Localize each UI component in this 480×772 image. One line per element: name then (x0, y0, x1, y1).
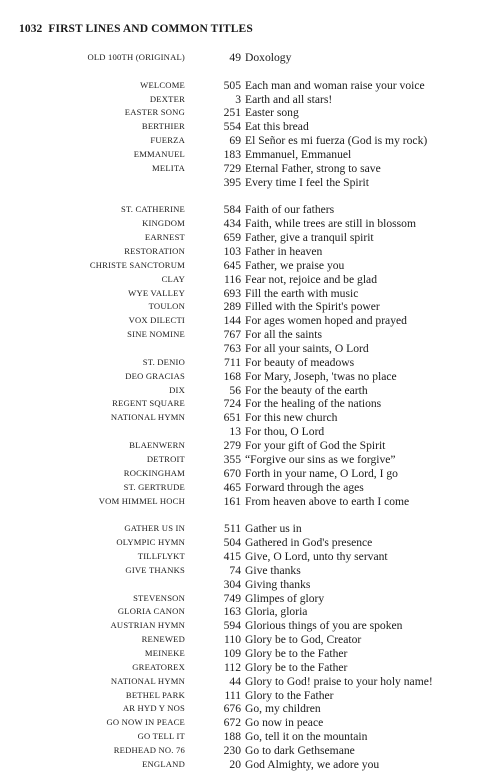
hymn-number: 183 (223, 148, 241, 162)
index-entry (0, 481, 480, 495)
hymn-number: 163 (223, 605, 241, 619)
hymn-number: 49 (229, 51, 241, 64)
hymn-number: 395 (223, 175, 241, 189)
hymn-number: 594 (223, 619, 241, 633)
hymn-number: 465 (223, 480, 241, 494)
tune-name: RENEWED (141, 634, 185, 645)
hymn-number: 693 (223, 286, 241, 300)
tune-name: GLORIA CANON (117, 606, 185, 617)
first-line: Doxology (245, 51, 292, 64)
first-line: God Almighty, we adore you (245, 757, 380, 771)
first-line: Eat this bread (245, 120, 309, 134)
tune-name: CLAY (161, 273, 185, 284)
hymn-number: 763 (223, 342, 241, 356)
hymn-number: 188 (223, 730, 241, 744)
first-line: Earth and all stars! (245, 92, 333, 106)
first-line: For your gift of God the Spirit (245, 439, 386, 453)
index-entry (0, 106, 480, 120)
index-entry (0, 231, 480, 245)
hymn-number: 44 (229, 674, 241, 688)
hymn-number: 670 (223, 466, 241, 480)
first-line: Faith of our fathers (245, 203, 335, 217)
index-entry (0, 370, 480, 384)
index-entry (0, 716, 480, 730)
first-line: Forth in your name, O Lord, I go (245, 466, 398, 480)
hymn-number: 103 (223, 245, 241, 259)
tune-name: ST. CATHERINE (120, 204, 185, 215)
tune-name: TILLFLYKT (137, 550, 185, 561)
index-entry (0, 467, 480, 481)
tune-name: GIVE THANKS (125, 564, 185, 575)
index-entry (0, 51, 480, 65)
first-line: For the beauty of the earth (245, 383, 368, 397)
index-entry (0, 633, 480, 647)
index-entry (0, 93, 480, 107)
tune-name: GATHER US IN (124, 523, 185, 534)
hymn-number: 651 (223, 411, 241, 425)
index-entry (0, 730, 480, 744)
first-line: For thou, O Lord (245, 425, 325, 439)
hymn-number: 724 (223, 397, 241, 411)
hymn-number: 672 (223, 716, 241, 730)
index-entry (0, 675, 480, 689)
first-line: From heaven above to earth I come (245, 494, 410, 508)
hymn-number: 415 (223, 549, 241, 563)
index-entry (0, 439, 480, 453)
hymn-number: 729 (223, 161, 241, 175)
hymn-number: 355 (223, 452, 241, 466)
page-number: 1032 (19, 23, 43, 35)
tune-name: WELCOME (140, 79, 185, 90)
tune-name: DIX (169, 384, 185, 395)
index-entry (0, 134, 480, 148)
tune-name: FUERZA (150, 135, 185, 146)
index-entry (0, 273, 480, 287)
first-line: Glimpes of glory (245, 591, 325, 605)
hymn-number: 168 (223, 369, 241, 383)
first-line: Filled with the Spirit's power (245, 300, 380, 314)
hymn-number: 230 (223, 743, 241, 757)
first-line: Father, we praise you (245, 258, 345, 272)
index-entry (0, 384, 480, 398)
tune-name: TOULON (148, 301, 185, 312)
index-entry (0, 148, 480, 162)
tune-name: BLAENWERN (129, 440, 185, 451)
hymn-number: 112 (224, 660, 241, 674)
tune-name: VOM HIMMEL HOCH (98, 495, 185, 506)
index-entry (0, 245, 480, 259)
hymn-number: 111 (224, 688, 241, 702)
hymn-number: 74 (229, 563, 241, 577)
first-line: Glory be to the Father (245, 646, 348, 660)
hymn-number: 279 (223, 439, 241, 453)
tune-name: NATIONAL HYMN (110, 675, 185, 686)
tune-name: AUSTRIAN HYMN (110, 620, 185, 631)
tune-name: EASTER SONG (124, 107, 185, 118)
tune-name: CHRISTE SANCTORUM (89, 259, 185, 270)
index-entry (0, 661, 480, 675)
tune-name: DEXTER (149, 93, 185, 104)
first-line: Gathered in God's presence (245, 536, 373, 550)
index-entry (0, 162, 480, 176)
hymn-number: 116 (224, 272, 241, 286)
hymn-number: 251 (223, 106, 241, 120)
index-entry (0, 397, 480, 411)
tune-name: NATIONAL HYMN (110, 412, 185, 423)
first-line: Fear not, rejoice and be glad (245, 272, 377, 286)
index-entry (0, 564, 480, 578)
first-line: Go, my children (245, 702, 321, 716)
first-line: Father in heaven (245, 245, 323, 259)
index-entry (0, 744, 480, 758)
first-line: “Forgive our sins as we forgive” (245, 452, 396, 466)
index-entry (0, 689, 480, 703)
index-entry (0, 342, 480, 356)
index-entry (0, 495, 480, 509)
first-line: Forward through the ages (245, 480, 364, 494)
first-line: Give, O Lord, unto thy servant (245, 549, 388, 563)
hymn-number: 749 (223, 591, 241, 605)
first-line: Go, tell it on the mountain (245, 730, 368, 744)
tune-name: VOX DILECTI (128, 315, 185, 326)
tune-name: MELITA (152, 162, 185, 173)
tune-name: OLYMPIC HYMN (116, 537, 185, 548)
tune-name: ENGLAND (142, 758, 185, 769)
index-entry (0, 550, 480, 564)
first-line: For all the saints (245, 328, 322, 342)
first-line: For this new church (245, 411, 338, 425)
hymn-number: 554 (223, 120, 241, 134)
first-line: Each man and woman raise your voice (245, 78, 425, 92)
index-entry (0, 120, 480, 134)
index-entry (0, 425, 480, 439)
tune-name: EMMANUEL (133, 149, 185, 160)
hymn-number: 20 (229, 757, 241, 771)
tune-name: RESTORATION (124, 246, 185, 257)
first-line: El Señor es mi fuerza (God is my rock) (245, 134, 428, 148)
tune-name: ST. DENIO (142, 356, 185, 367)
hymn-number: 504 (223, 536, 241, 550)
hymn-number: 659 (223, 231, 241, 245)
first-line: Glory be to the Father (245, 660, 348, 674)
index-entry (0, 328, 480, 342)
index-entry (0, 79, 480, 93)
first-line: Go now in peace (245, 716, 324, 730)
tune-name: BETHEL PARK (125, 689, 185, 700)
index-entry (0, 758, 480, 772)
hymn-number: 434 (223, 217, 241, 231)
tune-name: STEVENSON (133, 592, 185, 603)
hymn-number: 109 (223, 646, 241, 660)
first-line: Fill the earth with music (245, 286, 359, 300)
index-entries (0, 51, 480, 772)
hymn-number: 110 (224, 633, 241, 647)
hymn-number: 144 (223, 314, 241, 328)
tune-name: AR HYD Y NOS (122, 703, 185, 714)
hymn-number: 56 (229, 383, 241, 397)
first-line: Emmanuel, Emmanuel (245, 148, 352, 162)
hymn-number: 289 (223, 300, 241, 314)
tune-name: SINE NOMINE (127, 329, 185, 340)
hymn-number: 676 (223, 702, 241, 716)
first-line: Glorious things of you are spoken (245, 619, 403, 633)
hymn-number: 711 (224, 355, 241, 369)
tune-name: MEINEKE (144, 647, 185, 658)
index-entry (0, 453, 480, 467)
hymn-number: 645 (223, 258, 241, 272)
first-line: For all your saints, O Lord (245, 342, 369, 356)
first-line: Faith, while trees are still in blossom (245, 217, 416, 231)
index-entry (0, 702, 480, 716)
index-entry (0, 300, 480, 314)
tune-name: GO TELL IT (137, 731, 185, 742)
index-entry (0, 259, 480, 273)
first-line: Easter song (245, 106, 299, 120)
tune-name: GO NOW IN PEACE (106, 717, 185, 728)
index-entry (0, 411, 480, 425)
hymn-number: 13 (229, 425, 241, 439)
index-entry (0, 619, 480, 633)
first-line: Give thanks (245, 563, 301, 577)
first-line: Glory be to God, Creator (245, 633, 362, 647)
tune-name: WYE VALLEY (128, 287, 185, 298)
page-header (19, 23, 253, 35)
tune-name: ST. GERTRUDE (123, 481, 185, 492)
section-title: FIRST LINES AND COMMON TITLES (48, 23, 253, 35)
tune-name: DETROIT (146, 453, 185, 464)
first-line: Father, give a tranquil spirit (245, 231, 374, 245)
tune-name: OLD 100TH (ORIGINAL) (87, 52, 185, 62)
first-line: Gloria, gloria (245, 605, 308, 619)
first-line: Go to dark Gethsemane (245, 743, 355, 757)
index-entry (0, 592, 480, 606)
index-entry (0, 578, 480, 592)
hymn-number: 505 (223, 78, 241, 92)
index-entry (0, 647, 480, 661)
first-line: For ages women hoped and prayed (245, 314, 407, 328)
index-entry (0, 287, 480, 301)
hymn-number: 584 (223, 203, 241, 217)
hymn-number: 767 (223, 328, 241, 342)
first-line: Every time I feel the Spirit (245, 175, 369, 189)
first-line: Giving thanks (245, 577, 311, 591)
first-line: Gather us in (245, 522, 302, 536)
first-line: Glory to God! praise to your holy name! (245, 674, 433, 688)
tune-name: ROCKINGHAM (123, 467, 185, 478)
index-entry (0, 176, 480, 190)
first-line: For beauty of meadows (245, 355, 355, 369)
hymn-number: 161 (223, 494, 241, 508)
hymn-number: 69 (229, 134, 241, 148)
hymn-number: 304 (223, 577, 241, 591)
index-entry (0, 536, 480, 550)
first-line: Glory to the Father (245, 688, 334, 702)
tune-name: DEO GRACIAS (125, 370, 185, 381)
tune-name: EARNEST (144, 232, 185, 243)
index-entry (0, 356, 480, 370)
first-line: Eternal Father, strong to save (245, 161, 381, 175)
first-line: For Mary, Joseph, 'twas no place (245, 369, 397, 383)
hymn-number: 511 (224, 522, 241, 536)
tune-name: KINGDOM (142, 218, 185, 229)
first-line: For the healing of the nations (245, 397, 382, 411)
tune-name: GREATOREX (132, 661, 185, 672)
tune-name: REDHEAD NO. 76 (113, 744, 185, 755)
index-entry (0, 217, 480, 231)
tune-name: REGENT SQUARE (112, 398, 185, 409)
index-entry (0, 605, 480, 619)
index-entry (0, 203, 480, 217)
hymn-number: 3 (235, 92, 241, 106)
index-entry (0, 522, 480, 536)
tune-name: BERTHIER (141, 121, 185, 132)
index-entry (0, 314, 480, 328)
